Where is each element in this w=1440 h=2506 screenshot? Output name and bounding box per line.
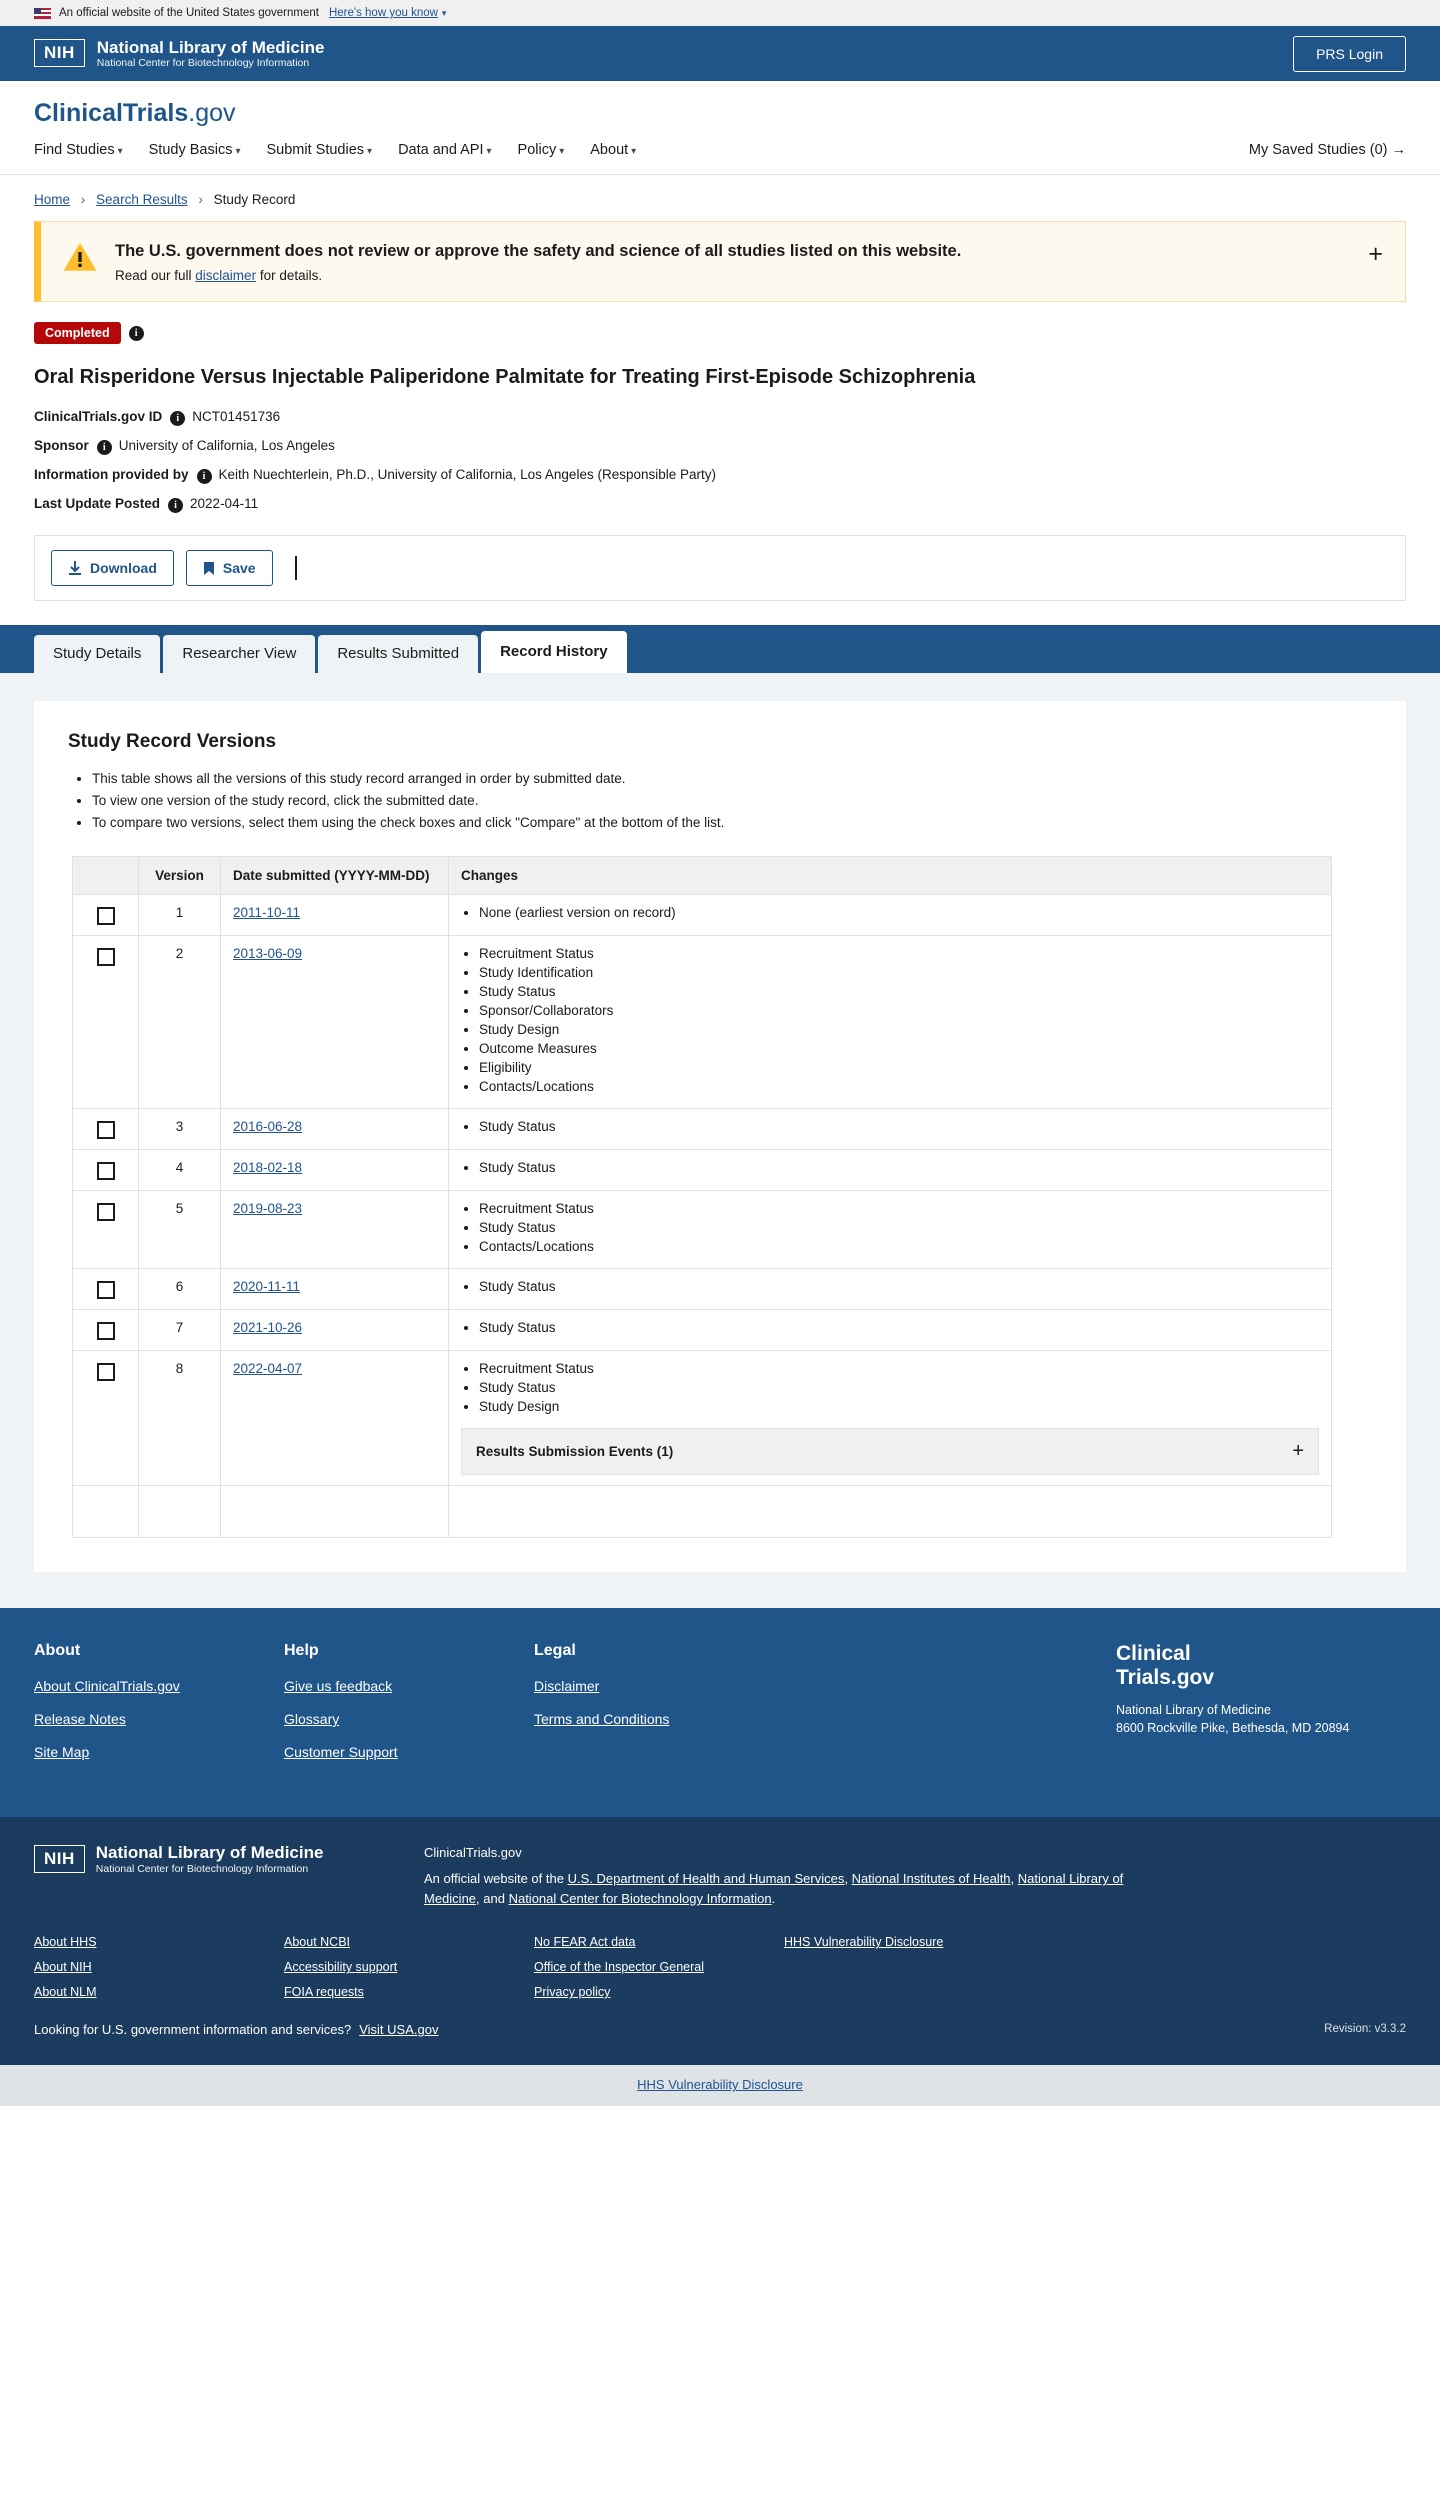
content-area bbox=[0, 673, 1440, 1608]
row-checkbox[interactable] bbox=[97, 1203, 115, 1221]
info-icon[interactable]: i bbox=[97, 440, 112, 455]
meta-value: NCT01451736 bbox=[192, 409, 281, 424]
row-checkbox[interactable] bbox=[97, 1281, 115, 1299]
footer-column-legal bbox=[534, 1642, 784, 1777]
info-icon[interactable]: i bbox=[168, 498, 183, 513]
footer-heading: Legal bbox=[534, 1642, 576, 1659]
spacer-cell bbox=[449, 1486, 1332, 1538]
nav-item-study-basics[interactable] bbox=[149, 142, 241, 174]
chevron-down-icon: ▾ bbox=[367, 146, 373, 157]
disclaimer-alert bbox=[34, 221, 1406, 302]
chevron-down-icon: ▾ bbox=[235, 146, 241, 157]
version-number: 6 bbox=[139, 1269, 221, 1310]
version-number: 2 bbox=[139, 936, 221, 1109]
version-date-link[interactable]: 2019-08-23 bbox=[233, 1201, 303, 1216]
nav-item-data-and-api[interactable] bbox=[398, 142, 491, 174]
changes-list bbox=[461, 1160, 1319, 1175]
footer-brand-line2: Trials.gov bbox=[1116, 1665, 1215, 1689]
change-item: • Study Identification bbox=[479, 965, 1319, 980]
version-date-link[interactable]: 2016-06-28 bbox=[233, 1119, 303, 1134]
gov-banner-text: An official website of the United States government bbox=[59, 7, 319, 19]
link-about-nih[interactable]: About NIH bbox=[34, 1960, 92, 1975]
version-date-link[interactable]: 2011-10-11 bbox=[233, 905, 301, 920]
nih-logo: NIH bbox=[34, 39, 85, 67]
table-row-spacer bbox=[73, 1486, 1332, 1538]
version-date-link[interactable]: 2018-02-18 bbox=[233, 1160, 303, 1175]
column-header-version: Version bbox=[139, 857, 221, 895]
meta-row-sponsor bbox=[34, 438, 1406, 455]
version-number: 5 bbox=[139, 1191, 221, 1269]
nav-label: Policy bbox=[517, 142, 557, 158]
version-number: 3 bbox=[139, 1109, 221, 1150]
change-item: • Study Status bbox=[479, 1119, 1319, 1134]
site-footer bbox=[0, 1608, 1440, 1817]
arrow-right-icon: → bbox=[1391, 142, 1406, 158]
chevron-down-icon: ▾ bbox=[559, 146, 565, 157]
footer-link-give-us-feedback[interactable]: Give us feedback bbox=[284, 1678, 393, 1694]
action-bar bbox=[34, 535, 1406, 601]
change-item: • Study Status bbox=[479, 1220, 1319, 1235]
spacer-cell bbox=[73, 1486, 139, 1538]
nlm-subtitle: National Center for Biotechnology Information bbox=[95, 1862, 309, 1875]
meta-label: Sponsor bbox=[34, 438, 89, 453]
change-item: • Study Status bbox=[479, 1279, 1319, 1294]
link-visit-usa-gov[interactable]: Visit USA.gov bbox=[359, 2022, 439, 2038]
change-item: • Study Status bbox=[479, 1380, 1319, 1395]
versions-table bbox=[72, 856, 1332, 1538]
how-you-know-link[interactable]: Here's how you know bbox=[328, 7, 438, 19]
results-submission-events-toggle[interactable] bbox=[461, 1428, 1319, 1475]
link-foia-requests[interactable]: FOIA requests bbox=[284, 1985, 364, 2000]
change-item: • Recruitment Status bbox=[479, 1201, 1319, 1216]
footer-links-col-1 bbox=[34, 1935, 284, 2010]
version-number: 7 bbox=[139, 1310, 221, 1351]
meta-value: University of California, Los Angeles bbox=[118, 438, 335, 453]
link-nlm[interactable]: National Library of Medicine bbox=[424, 1871, 1124, 1907]
row-checkbox[interactable] bbox=[97, 948, 115, 966]
nih-logo: NIH bbox=[34, 1845, 85, 1873]
column-header-date-submitted: Date submitted (YYYY-MM-DD) bbox=[221, 857, 449, 895]
table-row bbox=[73, 1191, 1332, 1269]
record-history-card bbox=[34, 701, 1406, 1572]
footer-address: 8600 Rockville Pike, Bethesda, MD 20894 bbox=[1116, 1721, 1350, 1736]
meta-value: 2022-04-11 bbox=[190, 496, 259, 511]
chevron-down-icon: ▾ bbox=[631, 146, 637, 157]
site-logo-gov: .gov bbox=[188, 99, 236, 127]
footer-column-help bbox=[284, 1642, 534, 1777]
changes-list bbox=[461, 1201, 1319, 1254]
row-checkbox[interactable] bbox=[97, 1363, 115, 1381]
bookmark-icon bbox=[203, 561, 215, 576]
footer-heading: About bbox=[34, 1642, 81, 1659]
footer-brand bbox=[1116, 1642, 1406, 1777]
government-footer-links bbox=[34, 1935, 1406, 2010]
table-header-row bbox=[73, 857, 1332, 895]
footer-link-glossary[interactable]: Glossary bbox=[284, 1711, 340, 1727]
tab-record-history[interactable]: Record History bbox=[481, 631, 627, 673]
breadcrumb-home[interactable]: Home bbox=[34, 192, 71, 207]
link-ncbi[interactable]: National Center for Biotechnology Information bbox=[508, 1891, 772, 1907]
meta-row-nct-id bbox=[34, 409, 1406, 426]
row-checkbox[interactable] bbox=[97, 907, 115, 925]
nih-branding[interactable] bbox=[34, 38, 324, 70]
plus-icon: + bbox=[1292, 1440, 1304, 1462]
nih-header-bar bbox=[0, 26, 1440, 81]
info-icon[interactable]: i bbox=[170, 411, 185, 426]
disclaimer-link[interactable]: disclaimer bbox=[195, 268, 257, 283]
site-header bbox=[0, 81, 1440, 175]
breadcrumb-separator: › bbox=[198, 192, 203, 207]
main-navigation bbox=[34, 142, 1406, 174]
table-row bbox=[73, 1351, 1332, 1486]
status-badge: Completed bbox=[34, 322, 121, 344]
nav-label: Data and API bbox=[398, 142, 484, 158]
change-item: • Study Status bbox=[479, 1320, 1319, 1335]
table-row bbox=[73, 1150, 1332, 1191]
meta-label: ClinicalTrials.gov ID bbox=[34, 409, 163, 424]
list-item: • This table shows all the versions of this study record arranged in order by submitted date. bbox=[92, 771, 1372, 786]
tab-researcher-view[interactable]: Researcher View bbox=[163, 635, 315, 673]
nav-item-about[interactable] bbox=[590, 142, 636, 174]
site-logo[interactable] bbox=[34, 99, 1406, 128]
row-checkbox[interactable] bbox=[97, 1162, 115, 1180]
changes-list bbox=[461, 905, 1319, 920]
table-row bbox=[73, 1269, 1332, 1310]
results-submission-events-label: Results Submission Events (1) bbox=[476, 1444, 674, 1459]
column-header-changes: Changes bbox=[449, 857, 1332, 895]
text-cursor bbox=[295, 556, 297, 580]
footer-org: National Library of Medicine bbox=[1116, 1703, 1271, 1718]
meta-row-information-provided-by bbox=[34, 467, 1406, 484]
row-checkbox[interactable] bbox=[97, 1121, 115, 1139]
footer-link-customer-support[interactable]: Customer Support bbox=[284, 1744, 398, 1760]
version-date-link[interactable]: 2020-11-11 bbox=[233, 1279, 301, 1294]
my-saved-studies-label: My Saved Studies (0) bbox=[1248, 142, 1388, 158]
list-item: • To compare two versions, select them using the check boxes and click "Compare" at the bottom of the list. bbox=[92, 815, 1372, 830]
alert-title: The U.S. government does not review or approve the safety and science of all studies listed on this website. bbox=[115, 242, 962, 260]
row-checkbox[interactable] bbox=[97, 1322, 115, 1340]
download-label: Download bbox=[90, 560, 157, 576]
change-item: • Outcome Measures bbox=[479, 1041, 1319, 1056]
footer-link-disclaimer[interactable]: Disclaimer bbox=[534, 1678, 600, 1694]
change-item: • Eligibility bbox=[479, 1060, 1319, 1075]
link-privacy-policy[interactable]: Privacy policy bbox=[534, 1985, 611, 2000]
footer-link-terms-and-conditions[interactable]: Terms and Conditions bbox=[534, 1711, 670, 1727]
download-icon bbox=[68, 561, 82, 576]
table-row bbox=[73, 895, 1332, 936]
revision-label: Revision: v3.3.2 bbox=[1324, 2023, 1406, 2036]
meta-value: Keith Nuechterlein, Ph.D., University of California, Los Angeles (Responsible Party) bbox=[218, 467, 716, 482]
section-heading: Study Record Versions bbox=[68, 731, 277, 752]
info-icon[interactable]: i bbox=[129, 326, 144, 341]
column-header-select bbox=[73, 857, 139, 895]
nlm-branding[interactable] bbox=[34, 1843, 424, 1875]
link-hhs-vulnerability-disclosure[interactable]: HHS Vulnerability Disclosure bbox=[784, 1935, 944, 1950]
breadcrumb-separator: › bbox=[80, 192, 86, 207]
version-number: 1 bbox=[139, 895, 221, 936]
table-row bbox=[73, 1109, 1332, 1150]
official-and: and bbox=[483, 1891, 509, 1907]
nav-item-submit-studies[interactable] bbox=[267, 142, 373, 174]
alert-subtext bbox=[115, 268, 1356, 283]
nav-item-find-studies[interactable] bbox=[34, 142, 123, 174]
footer-site-name: ClinicalTrials.gov bbox=[424, 1845, 522, 1860]
study-summary bbox=[0, 302, 1440, 513]
nlm-title: National Library of Medicine bbox=[95, 1843, 324, 1862]
footer-link-site-map[interactable]: Site Map bbox=[34, 1744, 90, 1760]
download-button[interactable] bbox=[51, 550, 174, 586]
footer-links-col-4 bbox=[784, 1935, 1034, 2010]
chevron-down-icon: ▾ bbox=[117, 146, 123, 157]
chevron-down-icon: ▾ bbox=[486, 146, 492, 157]
meta-label: Information provided by bbox=[34, 467, 189, 482]
link-office-inspector-general[interactable]: Office of the Inspector General bbox=[534, 1960, 705, 1975]
nih-title: National Library of Medicine bbox=[96, 37, 325, 57]
tab-results-submitted[interactable]: Results Submitted bbox=[318, 635, 478, 673]
change-item: • Recruitment Status bbox=[479, 1361, 1319, 1376]
info-icon[interactable]: i bbox=[197, 469, 212, 484]
gov-banner bbox=[0, 0, 1440, 26]
change-item: • Study Design bbox=[479, 1022, 1319, 1037]
prs-login-button[interactable]: PRS Login bbox=[1293, 36, 1406, 72]
tab-bar bbox=[0, 625, 1440, 673]
footer-bottom-bar bbox=[0, 2065, 1440, 2106]
link-hhs[interactable]: U.S. Department of Health and Human Services bbox=[567, 1871, 845, 1887]
spacer-cell bbox=[221, 1486, 449, 1538]
alert-sub-post: for details. bbox=[256, 268, 323, 283]
link-accessibility-support[interactable]: Accessibility support bbox=[284, 1960, 398, 1975]
usa-gov-text: Looking for U.S. government information and services? bbox=[34, 2022, 352, 2038]
us-flag-icon bbox=[34, 8, 51, 19]
link-hhs-vulnerability-disclosure-bottom[interactable]: HHS Vulnerability Disclosure bbox=[637, 2077, 803, 2093]
changes-list bbox=[461, 1279, 1319, 1294]
version-number: 8 bbox=[139, 1351, 221, 1486]
changes-list bbox=[461, 1361, 1319, 1414]
change-item: • Recruitment Status bbox=[479, 946, 1319, 961]
change-item: • None (earliest version on record) bbox=[479, 905, 1319, 920]
chevron-down-icon[interactable]: ▾ bbox=[441, 7, 447, 18]
footer-link-about-clinicaltrials[interactable]: About ClinicalTrials.gov bbox=[34, 1678, 180, 1694]
site-logo-bold: ClinicalTrials bbox=[34, 99, 189, 127]
link-nih[interactable]: National Institutes of Health bbox=[851, 1871, 1011, 1887]
nav-label: Find Studies bbox=[34, 142, 115, 158]
change-item: • Study Status bbox=[479, 984, 1319, 999]
table-row bbox=[73, 936, 1332, 1109]
alert-sub-pre: Read our full bbox=[115, 268, 196, 283]
version-date-link[interactable]: 2022-04-07 bbox=[233, 1361, 303, 1376]
change-item: • Contacts/Locations bbox=[479, 1239, 1319, 1254]
change-item: • Contacts/Locations bbox=[479, 1079, 1319, 1094]
change-item: • Study Status bbox=[479, 1160, 1319, 1175]
alert-expand-button[interactable]: + bbox=[1368, 240, 1383, 268]
change-item: • Sponsor/Collaborators bbox=[479, 1003, 1319, 1018]
breadcrumb bbox=[0, 175, 1440, 221]
save-label: Save bbox=[222, 560, 256, 576]
instructions-list bbox=[68, 771, 1372, 830]
footer-link-release-notes[interactable]: Release Notes bbox=[34, 1711, 126, 1727]
changes-list bbox=[461, 1119, 1319, 1134]
changes-list bbox=[461, 946, 1319, 1094]
link-about-nlm[interactable]: About NLM bbox=[34, 1985, 97, 2000]
nav-label: Study Basics bbox=[148, 142, 233, 158]
link-about-hhs[interactable]: About HHS bbox=[34, 1935, 97, 1950]
footer-heading: Help bbox=[284, 1642, 319, 1659]
government-footer: NIH National Library of Medicine National Center for Biotechnology Information ClinicalTrials.gov An official website of the U.S. Department of Health and Human Services, National Institutes of Health, National Library of Medicine, and National Center for Biotechnology Information. About HHS About NIH About NLM About NCBI Accessibility support FOIA requests No FEAR Act data Office of the Inspector General Privacy policy HHS Vulnerability Disclosure Looking for U.S. government information and services? Visit USA.gov Revision: v3.3.2 bbox=[0, 1817, 1440, 2065]
nih-subtitle: National Center for Biotechnology Information bbox=[96, 57, 310, 70]
meta-row-last-update-posted bbox=[34, 496, 1406, 513]
version-date-link[interactable]: 2021-10-26 bbox=[233, 1320, 303, 1335]
footer-brand-line1: Clinical bbox=[1116, 1642, 1191, 1665]
nav-label: Submit Studies bbox=[266, 142, 365, 158]
page-title: Oral Risperidone Versus Injectable Paliperidone Palmitate for Treating First-Episode Schizophrenia bbox=[34, 366, 976, 388]
my-saved-studies-link[interactable] bbox=[1249, 142, 1406, 174]
breadcrumb-search-results[interactable]: Search Results bbox=[96, 192, 188, 207]
footer-links-col-3 bbox=[534, 1935, 784, 2010]
save-button[interactable] bbox=[186, 550, 273, 586]
tab-study-details[interactable]: Study Details bbox=[34, 635, 160, 673]
changes-list bbox=[461, 1320, 1319, 1335]
official-website-text: An official website of the bbox=[424, 1871, 568, 1887]
link-no-fear-act-data[interactable]: No FEAR Act data bbox=[534, 1935, 636, 1950]
breadcrumb-current: Study Record bbox=[213, 192, 296, 207]
footer-links-col-2 bbox=[284, 1935, 534, 2010]
spacer-cell bbox=[139, 1486, 221, 1538]
list-item: • To view one version of the study record, click the submitted date. bbox=[92, 793, 1372, 808]
footer-column-about bbox=[34, 1642, 284, 1777]
warning-icon bbox=[63, 242, 97, 272]
link-about-ncbi[interactable]: About NCBI bbox=[284, 1935, 351, 1950]
meta-label: Last Update Posted bbox=[34, 496, 161, 511]
version-date-link[interactable]: 2013-06-09 bbox=[233, 946, 303, 961]
nav-label: About bbox=[590, 142, 629, 158]
change-item: • Study Design bbox=[479, 1399, 1319, 1414]
version-number: 4 bbox=[139, 1150, 221, 1191]
nav-item-policy[interactable] bbox=[518, 142, 565, 174]
table-row bbox=[73, 1310, 1332, 1351]
